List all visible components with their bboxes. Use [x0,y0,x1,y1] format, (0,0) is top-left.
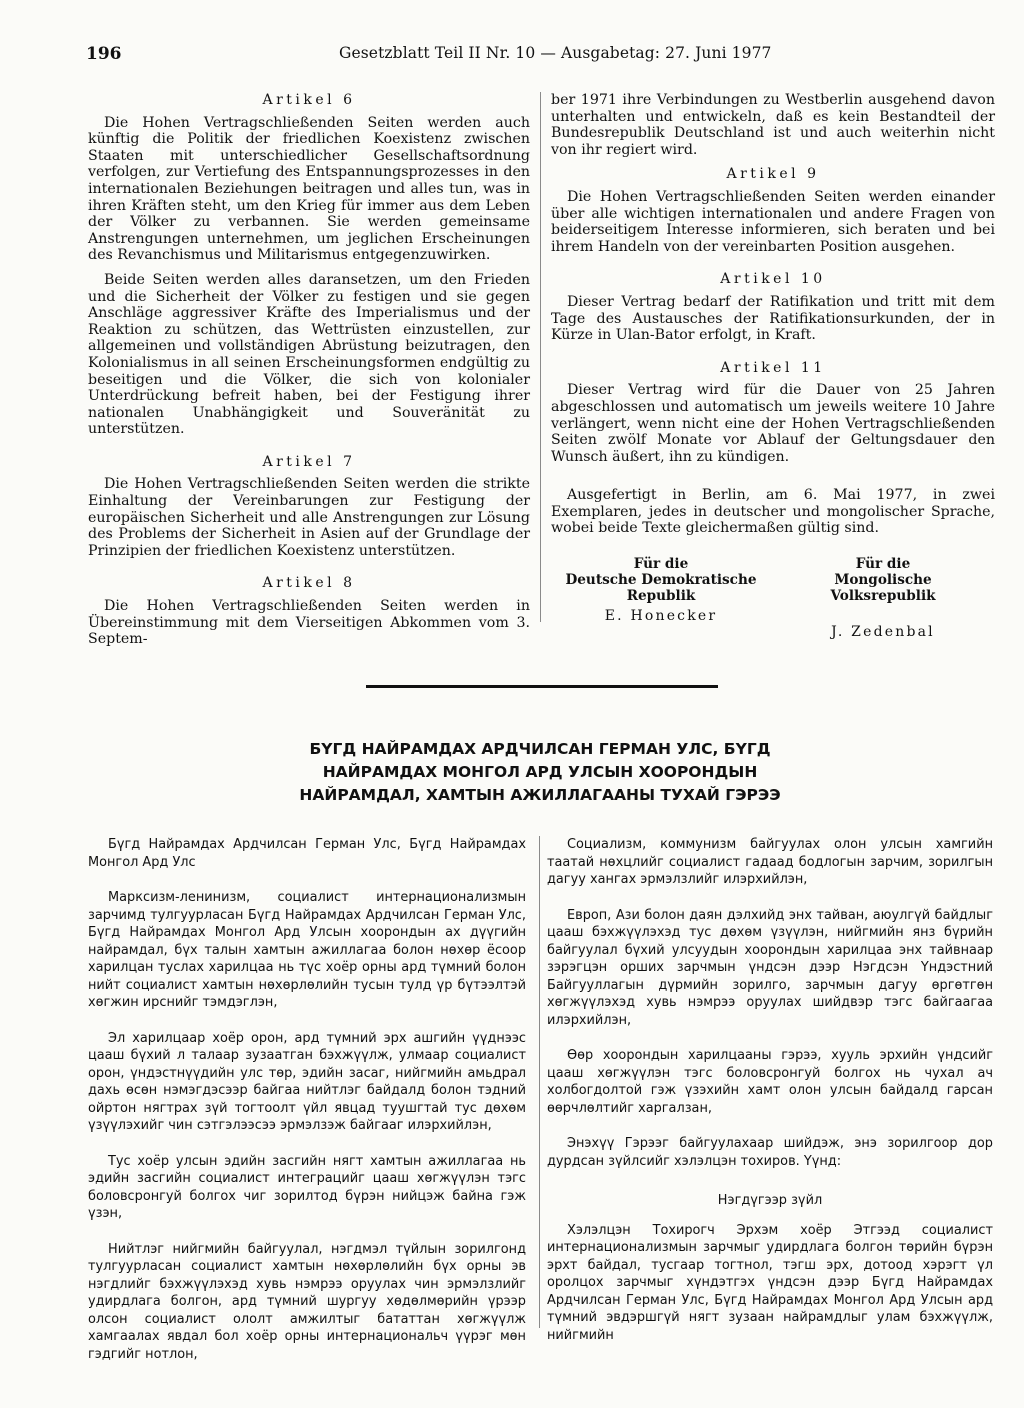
article-6-paragraph-2: Beide Seiten werden alles daransetzen, um den Frieden und die Sicherheit der Völker zu festigen und sie gegen Anschläge aggressiver Kräfte des Imperialismus und der Reaktion zu schützen, das Wettrüsten einzustellen, zur allgemeinen und vollständigen Abrüstung beizutragen, den Kolonialismus in all seinen Erscheinungsformen endgültig zu beseitigen und die Völker, die sich von kolonialer Unterdrückung befreit haben, bei der Festigung ihrer nationalen Unabhängigkeit und Souveränität zu unterstützen. [88,271,530,438]
article-8-continued: ber 1971 ihre Verbindungen zu Westberlin ausgehend davon unterhalten und entwickeln, daß es kein Bestandteil der Bundesrepublik Deutschland ist und auch weiterhin nicht von ihr regiert wird. [551,92,995,158]
article-8-heading: Artikel 8 [262,575,356,592]
mongolian-left-column [88,836,526,1381]
mongolian-left-paragraph-5: Нийтлэг нийгмийн байгуулал, нэгдмэл түйлын зорилгонд тулгуурласан социалист хамтын нөхөрлөлийн бүх орны эв нэгдлийг бэхжүүлэхэд хувь нэмрээ оруулах чин эрмэлзлийг удирдлага болгон, ард түмний шургуу хөдөлмөрийн үрээр олсон социалист ололт амжилтыг бататтан хөгжүүлж хамгаалах явдал бол хоёр орны интернациональч үүрэг мөн гэдгийг нотлон, [88,1241,526,1362]
mongolian-left-paragraph-4: Тус хоёр улсын эдийн засгийн нягт хамтын ажиллагаа нь эдийн засгийн социалист интеграцийг цааш хөгжүүлэн тэгс боловсронгуй болгох чиг зорилтод бүрэн нийцэж байна гэж үзэн, [88,1153,526,1221]
mongolian-right-paragraph-4: Энэхүү Гэрээг байгуулахаар шийдэж, энэ зорилгоор дор дурдсан зүйлсийг хэлэлцэн тохиров. Үүнд: [547,1136,993,1169]
closing-paragraph: Ausgefertigt in Berlin, am 6. Mai 1977, in zwei Exemplaren, jedes in deutscher und mongolischer Sprache, wobei beide Texte gleichermaßen gültig sind. [551,487,995,537]
title-line-1: БҮГД НАЙРАМДАХ АРДЧИЛСАН ГЕРМАН УЛС, БҮГД [309,740,771,758]
column-divider-bottom [539,836,540,1328]
mongolian-left-paragraph-1: Бүгд Найрамдах Ардчилсан Герман Улс, Бүгд Найрамдах Монгол Ард Улс [88,837,526,870]
signature-block-gdr [564,556,758,624]
mongolian-section-heading: Нэгдүгээр зүйл [717,1193,823,1208]
article-9-heading: Artikel 9 [726,166,820,183]
signatory-name-mpr: J. Zedenbal [831,624,935,640]
article-6-paragraph-1: Die Hohen Vertragschließenden Seiten werden auch künftig die Politik der friedlichen Koexistenz zwischen Staaten mit unterschiedlicher Gesellschaftsordnung verfolgen, zur Vertiefung des Entspannungsprozesses in den internationalen Beziehungen beitragen und alles tun, was in ihren Kräften steht, um den Krieg für immer aus dem Leben der Völker zu verbannen. Sie werden gemeinsame Anstrengungen unternehmen, um jeglichen Erscheinungen des Revanchismus und Militarismus entgegenzuwirken. [88,114,530,264]
signature-for-label: Für die [855,556,911,572]
gazette-header-title: Gesetzblatt Teil II Nr. 10 — Ausgabetag: 27. Juni 1977 [339,44,772,62]
article-10-paragraph: Dieser Vertrag bedarf der Ratifikation und tritt mit dem Tage des Austausches der Ratifikationsurkunden, der in Kürze in Ulan-Bator erfolgt, in Kraft. [551,293,995,344]
article-7-paragraph: Die Hohen Vertragschließenden Seiten werden die strikte Einhaltung der Vereinbarungen zur Festigung der europäischen Sicherheit und alle Anstrengungen zur Lösung des Problems der Sicherheit in Asien auf der Grundlage der Prinzipien der friedlichen Koexistenz unterstützen. [88,476,530,559]
mongolian-treaty-title [260,738,820,807]
mongolian-left-paragraph-2: Марксизм-ленинизм, социалист интернационализмын зарчимд тулгуурласан Бүгд Найрамдах Ардчилсан Герман Улс, Бүгд Найрамдах Монгол Ард Улсын хоорондын ах дүүгийн найрамдал, бүх талын хамтын ажиллагаа болон нөхөр ёсоор харилцан туслах харилцаа нь түс хоёр орны ард түмний болон нийт социалист хамтын нөхөрлөлийн тусын тулд үр бүтээлтэй хөгжин ирснийг тэмдэглэн, [88,890,526,1010]
mongolian-right-paragraph-2: Европ, Ази болон даян дэлхийд энх тайван, аюулгүй байдлыг цааш бэхжүүлэхэд тус дөхөм үзүүлэн, нийгмийн янз бүрийн байгуулал бүхий улсуудын хоорондын харилцаа энх тайвнаар зэрэгцэн орших зарчмын үндсэн дээр Нэгдсэн Үндэстний Байгууллагын дүрмийн зорилго, зарчмын дагуу өргөтгөн хөгжүүлэхэд хувь нэмрээ оруулах шийдвэр тэгс байгаагаа илэрхийлэн, [547,907,993,1028]
signature-party-mpr: Mongolische Volksrepublik [830,572,936,604]
signature-for-label: Für die [633,556,689,572]
page-number: 196 [86,44,122,64]
signatory-name-gdr: E. Honecker [604,608,718,624]
title-line-3: НАЙРАМДАЛ, ХАМТЫН АЖИЛЛАГААНЫ ТУХАЙ ГЭРЭЭ [299,786,781,804]
article-6-heading: Artikel 6 [262,92,356,108]
german-right-column [551,92,995,537]
article-11-heading: Artikel 11 [720,359,826,376]
german-left-column [88,92,530,648]
article-11-paragraph: Dieser Vertrag wird für die Dauer von 25 Jahren abgeschlossen und automatisch um jeweils weitere 10 Jahre verlängert, wenn nicht eine der Hohen Vertragschließenden Seiten zwölf Monate vor Ablauf der Geltungsdauer den Wunsch äußert, ihn zu kündigen. [551,382,995,465]
mongolian-left-paragraph-3: Эл харилцаар хоёр орон, ард түмний эрх ашгийн үүднээс цааш бүхий л талаар зузаатган бэхжүүлж, улмаар социалист орон, үндэстнүүдийн улс төр, эдийн засаг, нийгмийн амьдрал дахь өсөн нэмэгдэсээр байгаа нийтлэг байдалд болон тэдний ойртон нягтрах зүй тогтоолт үйл явцад туушгтай тус дөхөм үзүүлэхийг чин сэтгэлээсээ эрмэлзэж байгааг илэрхийлэн, [88,1030,526,1133]
signature-block-mpr [782,556,984,640]
mongolian-right-paragraph-1: Социализм, коммунизм байгуулах олон улсын хамгийн таатай нөхцлийг социалист гадаад бодлогын зарчим, зорилгын дагуу хангах эрмэлзлийг илэрхийлэн, [547,837,993,887]
article-9-paragraph: Die Hohen Vertragschließenden Seiten werden einander über alle wichtigen internationalen und andere Fragen von beiderseitigem Interesse informieren, sich beraten und bei ihrem Handeln von der vereinbarten Position ausgehen. [551,188,995,255]
article-8-paragraph: Die Hohen Vertragschließenden Seiten werden in Übereinstimmung mit dem Vierseitigen Abkommen vom 3. Septem- [88,598,530,648]
article-10-heading: Artikel 10 [720,271,826,288]
signature-party-gdr: Deutsche Demokratische Republik [565,572,757,604]
section-divider-rule [366,685,718,688]
mongolian-right-paragraph-5: Хэлэлцэн Тохирогч Эрхэм хоёр Этгээд социалист интернационализмын зарчмыг удирдлага болгон төрийн бүрэн эрхт байдал, тусгаар тогтнол, тэгш эрх, дотоод хэрэгт үл оролцох зарчмыг хүндэтгэх үндсэн дээр Бүгд Найрамдах Ардчилсан Герман Улс, Бүгд Найрамдах Монгол Ард Улсын ард түмний эвдэршгүй нягт зузаан найрамдлыг улам бэхжүүлж, нийгмийн [547,1222,993,1343]
page-header [86,44,984,66]
mongolian-right-paragraph-3: Өөр хоорондын харилцааны гэрээ, хууль эрхийн үндсийг цааш хөгжүүлэн тэгс боловсронгуй болгох нь чухал ач холбогдолтой гэж үзэхийн хамт олон улсын байдалд гарсан өөрчлөлтийг харгалзан, [547,1048,993,1116]
column-divider-top [540,92,541,622]
mongolian-right-column [547,836,993,1362]
article-7-heading: Artikel 7 [262,453,356,470]
title-line-2: НАЙРАМДАХ МОНГОЛ АРД УЛСЫН ХООРОНДЫН [322,763,758,781]
